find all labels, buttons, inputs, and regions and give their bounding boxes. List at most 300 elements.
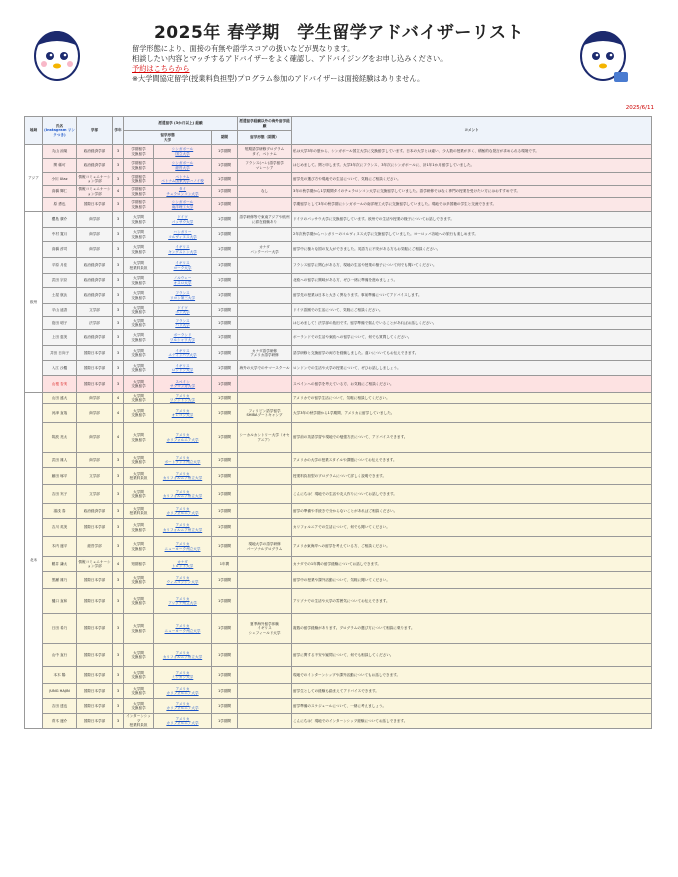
advisor-name-link[interactable]: 井田 日向子 [43,346,77,361]
period-cell: 1学期間 [212,699,238,714]
period-cell: 1学期間 [212,361,238,376]
faculty-cell: 国際日本学部 [77,667,113,684]
other-experience-cell [238,317,292,330]
university-link[interactable]: シンガポール 経営大学 [154,159,212,173]
comment-cell: カリフォルニアでの生活について、何でも聞いてください。 [292,519,652,537]
period-cell: 1学期間 [212,317,238,330]
university-link[interactable]: アメリカ カリフォルニア州立大学 [154,519,212,537]
university-link[interactable]: ベトナム ベトナム国家大学ハノイ校 [154,173,212,186]
comment-cell: ドイツのパッサウ大学に交換留学しています。欧州での生活や授業の様子についてお話しできます。 [292,212,652,228]
advisor-name-link[interactable]: 中村 寛月 [43,228,77,242]
period-cell: 1学期間 [212,173,238,186]
advisor-name-link[interactable]: 高橋 淳司 [43,242,77,258]
faculty-cell: 国際日本学部 [77,614,113,644]
faculty-cell: 国際日本学部 [77,198,113,212]
col-comment: コメント [292,117,652,145]
faculty-cell: 国際日本学部 [77,684,113,699]
table-row [25,317,652,330]
university-link[interactable]: アメリカ ニューヨーク州立大学 [154,537,212,557]
region-cell: アジア [25,145,43,212]
faculty-cell: 商学部 [77,228,113,242]
period-cell: 1学期間 [212,346,238,361]
comment-cell: ドイツ語圏での生活について、気軽にご相談ください。 [292,304,652,317]
other-experience-cell [238,572,292,589]
advisor-name-link[interactable]: 平原 月佳 [43,258,77,274]
table-row [25,699,652,714]
period-cell: 1学期間 [212,504,238,519]
advisor-name-link[interactable]: 山根 杏実 [43,376,77,393]
study-type-cell: 大学間 交換留学 [124,684,154,699]
university-link[interactable]: アメリカ ミシガン大学 [154,667,212,684]
advisor-name-link[interactable]: 黒瀬 雄乃 [43,572,77,589]
faculty-cell: 政治経済学部 [77,330,113,346]
study-type-cell: 大学間 授業料負担 [124,468,154,485]
table-row [25,468,652,485]
period-cell: 1学期間 [212,288,238,304]
study-type-cell: 大学間 交換留学 [124,453,154,468]
advisor-name-link[interactable]: 山田 盛大 [43,393,77,404]
university-link[interactable]: アメリカ アリゾナ州立大学 [154,589,212,614]
faculty-cell: 政治経済学部 [77,145,113,159]
university-link[interactable]: アメリカ ポートランド州立大学 [154,453,212,468]
study-type-cell: 大学間 交換留学 [124,212,154,228]
year-cell: 3 [113,274,124,288]
table-row [25,330,652,346]
table-row [25,274,652,288]
university-link[interactable]: アメリカ オレゴン大学 [154,404,212,423]
other-experience-cell [238,288,292,304]
period-cell: 1学期間 [212,404,238,423]
faculty-cell: 国際日本学部 [77,361,113,376]
faculty-cell: 国際日本学部 [77,346,113,361]
university-link[interactable]: アメリカ カリフォルニア大学 [154,714,212,729]
table-row [25,393,652,404]
advisor-name-link[interactable]: 本木 陽 [43,667,77,684]
university-link[interactable]: ドイツ パッサウ大学 [154,212,212,228]
period-cell: 1学期間 [212,468,238,485]
period-cell: 1学期間 [212,376,238,393]
table-row [25,684,652,699]
table-row [25,614,652,644]
university-link[interactable]: ノルウェー オスロ大学 [154,274,212,288]
period-cell: 1学期間 [212,714,238,729]
table-row [25,212,652,228]
advisor-name-link[interactable]: 鶴井 謙太 [43,557,77,572]
page-title: 2025年 春学期 学生留学アドバイザーリスト [153,23,525,43]
table-row [25,159,652,173]
comment-cell: アメリカ東海岸への留学を考えている方、ご相談ください。 [292,537,652,557]
study-type-cell: 大学間 授業料負担 [124,258,154,274]
col-other-group: 派遣留学経験以外の海外留学経験 [238,117,292,131]
comment-cell: 北欧への留学に興味がある方、ぜひ一緒に準備を進めましょう。 [292,274,652,288]
study-type-cell: 大学間 交換留学 [124,614,154,644]
other-experience-cell [238,393,292,404]
other-experience-cell [238,644,292,667]
advisor-name-link[interactable]: 入江 沙羅 [43,361,77,376]
intro-line-1: 留学形態により、面接の有無や語学スコアの扱いなどが異なります。 [132,44,355,53]
table-row [25,504,652,519]
year-cell: 3 [113,198,124,212]
advisor-name-link[interactable]: 樋口 直和 [43,589,77,614]
other-experience-cell [238,485,292,504]
comment-cell: アリゾナでの生活や大学の雰囲気についてお伝えできます。 [292,589,652,614]
university-link[interactable]: イギリス キングストン大学 [154,242,212,258]
apply-link[interactable]: 予約はこちらから [132,64,190,73]
other-experience-cell: 海外の大学でのサマースクール [238,361,292,376]
other-experience-cell [238,667,292,684]
advisor-name-link[interactable]: 吉田 実子 [43,485,77,504]
faculty-cell: 国際日本学部 [77,699,113,714]
comment-cell: 留学生としての経験も踏まえてアドバイスできます。 [292,684,652,699]
table-row [25,557,652,572]
faculty-cell: 商学部 [77,212,113,228]
faculty-cell: 経営学部 [77,537,113,557]
table-row [25,228,652,242]
year-cell: 3 [113,468,124,485]
year-cell: 3 [113,145,124,159]
faculty-cell: 国際日本学部 [77,572,113,589]
university-link[interactable]: アメリカ ワシントン大学 [154,393,212,404]
table-row [25,186,652,198]
program-note: ※大学間協定留学(授業料負担型)プログラム参加のアドバイザーは面接経験はありません。 [132,74,425,83]
faculty-cell: 国際日本学部 [77,589,113,614]
advisor-name-link[interactable]: JUNG HAJIN [43,684,77,699]
year-cell: 3 [113,667,124,684]
table-row [25,198,652,212]
advisor-name-link[interactable]: 関 稀可 [43,159,77,173]
document-header [14,10,664,115]
university-link[interactable]: アメリカ カリフォルニア大学 [154,699,212,714]
year-cell: 3 [113,346,124,361]
study-type-cell: 学期留学 交換留学 [124,186,154,198]
advisor-name-link[interactable]: 武田 雄人 [43,453,77,468]
comment-cell: 語学研修と交換留学の両方を経験しました。違いについてもお伝えできます。 [292,346,652,361]
advisor-name-link[interactable]: 櫻島 廣介 [43,212,77,228]
period-cell: 1学期間 [212,145,238,159]
university-link[interactable]: アメリカ カリフォルニア大学 [154,684,212,699]
advisor-table [24,116,652,729]
faculty-cell: 商学部 [77,404,113,423]
comment-cell: 複数の留学経験があります。プログラムの選び方について相談に乗ります。 [292,614,652,644]
faculty-cell: 法学部 [77,317,113,330]
comment-cell: はじめまして。関と申します。大学3年次にフランス、3年次にシンガポールに、計1年1か月留学していました。 [292,159,652,173]
table-row [25,589,652,614]
study-type-cell: 大学間 交換留学 [124,667,154,684]
study-type-cell: 大学間 交換留学 [124,330,154,346]
university-link[interactable]: アメリカ カリフォルニア州立大学 [154,644,212,667]
table-row [25,714,652,729]
other-experience-cell [238,198,292,212]
table-row [25,572,652,589]
university-link[interactable]: イギリス ヨーク大学 [154,258,212,274]
mascot-right-icon [574,16,632,86]
year-cell: 3 [113,537,124,557]
faculty-cell: 国際日本学部 [77,376,113,393]
table-row [25,258,652,274]
intro-line-2: 相談したい内容とマッチするアドバイザーをよく確認し、アドバイジングをお申し込みください。 [132,54,448,63]
table-row [25,453,652,468]
document-page [14,10,664,870]
year-cell: 3 [113,212,124,228]
table-row [25,404,652,423]
comment-cell: アメリカでの留学生活について、気軽に相談してください。 [292,393,652,404]
period-cell: 1学期間 [212,228,238,242]
study-type-cell: 学期留学 交換留学 [124,145,154,159]
university-link[interactable]: ポーランド ワルシャワ大学 [154,330,212,346]
advisor-name-link[interactable]: 原 勇也 [43,198,77,212]
university-link[interactable]: ハンガリー コルヴィヌス大学 [154,228,212,242]
study-type-cell: 学期留学 交換留学 [124,198,154,212]
year-cell: 3 [113,589,124,614]
advisor-name-link[interactable]: 武田 宗臣 [43,274,77,288]
year-cell: 3 [113,288,124,304]
faculty-cell: 政治経済学部 [77,274,113,288]
table-row [25,145,652,159]
comment-cell: フランス留学に関心がある方、現地の生活や授業の様子について何でも聞いてください。 [292,258,652,274]
comment-cell: 現地でのインターンシップや課外活動についてもお話しできます。 [292,667,652,684]
faculty-cell: 商学部 [77,242,113,258]
advisor-name-link[interactable]: 木内 遼平 [43,537,77,557]
other-experience-cell: 短期語学研修プログラム タイ、ベトナム [238,145,292,159]
year-cell: 4 [113,404,124,423]
table-row [25,644,652,667]
study-type-cell: 大学間 交換留学 [124,572,154,589]
comment-cell: カナダでの1年間の留学経験についてお話しできます。 [292,557,652,572]
faculty-cell: 政治経済学部 [77,258,113,274]
university-link[interactable]: イギリス エディンバラ大学 [154,346,212,361]
university-link[interactable]: シンガポール 南洋理工大学 [154,198,212,212]
university-link[interactable]: タイ チュラロンコン大学 [154,186,212,198]
faculty-cell: 国際日本学部 [77,519,113,537]
comment-cell: ポーランドでの生活や東欧への留学について、何でも質問してください。 [292,330,652,346]
comment-cell: こんにちは！現地でのインターンシップ経験についてお話しできます。 [292,714,652,729]
university-link[interactable]: スペイン サラマンカ大学 [154,376,212,393]
other-experience-cell [238,376,292,393]
other-experience-cell: 語学研修等で東南アジアや欧州に滞在経験あり [238,212,292,228]
period-cell: 1学期間 [212,537,238,557]
comment-cell: ロンドンでの生活や大学の授業について、ぜひお話ししましょう。 [292,361,652,376]
year-cell: 3 [113,173,124,186]
study-type-cell: 大学間 授業料負担 [124,504,154,519]
advisor-name-link[interactable]: 島田 明子 [43,317,77,330]
col-other: 留学形態（期間） [238,131,292,145]
faculty-cell: 政治経済学部 [77,288,113,304]
year-cell: 4 [113,557,124,572]
university-link[interactable]: アメリカ カリフォルニア州立大学 [154,468,212,485]
comment-cell: 留学中に様々な国の友人ができました。英語力に不安がある方もお気軽にご相談ください。 [292,242,652,258]
advisor-name-link[interactable]: 筑波 亮太 [43,423,77,453]
advisor-table-body [25,145,652,729]
table-row [25,242,652,258]
other-experience-cell [238,519,292,537]
advisor-name-link[interactable]: 土屋 航汰 [43,288,77,304]
period-cell: 1学期間 [212,572,238,589]
year-cell: 3 [113,714,124,729]
other-experience-cell [238,173,292,186]
comment-cell: 留学準備のスケジュールについて、一緒に考えましょう。 [292,699,652,714]
university-link[interactable]: アメリカ カリフォルニア大学 [154,423,212,453]
year-cell: 4 [113,423,124,453]
period-cell: 1学期間 [212,644,238,667]
university-link[interactable]: アメリカ カリフォルニア州立大学 [154,485,212,504]
col-name: 氏名 (Instagram リンクつき) [43,117,77,145]
year-cell: 3 [113,317,124,330]
faculty-cell: 国際日本学部 [77,644,113,667]
study-type-cell: 大学間 交換留学 [124,304,154,317]
comment-cell: 2年次秋学期からハンガリーのコルヴィヌス大学に交換留学していました。ヨーロッパ各地への旅行も楽しめます。 [292,228,652,242]
col-type-university: 留学形態 大学 [124,131,212,145]
faculty-cell: 政治経済学部 [77,504,113,519]
period-cell: 1学期間 [212,614,238,644]
period-cell: 1学期間 [212,274,238,288]
year-cell: 3 [113,485,124,504]
comment-cell: 私は大学3年の夏から、シンガポール国立大学に交換留学しています。日本の大学とは違い、少人数の授業が多く、積極的な発言が求められる環境です。 [292,145,652,159]
other-experience-cell [238,684,292,699]
study-type-cell: 大学間 交換留学 [124,317,154,330]
other-experience-cell: フランス(ハレ)語学留学 マレーシア [238,159,292,173]
comment-cell: スペインへの留学を考えている方、お気軽にご相談ください。 [292,376,652,393]
university-link[interactable]: フランス パリ大学 [154,317,212,330]
year-cell: 3 [113,304,124,317]
advisor-name-link[interactable]: 藤田 琢平 [43,468,77,485]
faculty-cell: 情報コミュニケーション学部 [77,173,113,186]
other-experience-cell: シーカルカントリー大学（オセアニア） [238,423,292,453]
study-type-cell: 大学間 交換留学 [124,699,154,714]
table-row [25,376,652,393]
other-experience-cell [238,504,292,519]
period-cell: 1学期間 [212,453,238,468]
advisor-name-link[interactable]: 高橋 輝仁 [43,186,77,198]
advisor-name-link[interactable]: 湯浅 春 [43,504,77,519]
advisor-name-link[interactable]: 日田 希乃 [43,614,77,644]
table-row [25,288,652,304]
faculty-cell: 国際日本学部 [77,714,113,729]
col-faculty: 学部 [77,117,113,145]
study-type-cell: 大学間 交換留学 [124,376,154,393]
faculty-cell: 商学部 [77,393,113,404]
study-type-cell: 大学間 交換留学 [124,644,154,667]
comment-cell: こんにちは！現地での生活や友人作りについてお話しできます。 [292,485,652,504]
advisor-name-link[interactable]: 丸山 涼葉 [43,145,77,159]
period-cell: 1学期間 [212,519,238,537]
year-cell: 4 [113,393,124,404]
table-row [25,667,652,684]
comment-cell: 留学の準備や手続きで分からないことがあればご相談ください。 [292,504,652,519]
year-cell: 3 [113,159,124,173]
other-experience-cell [238,557,292,572]
region-cell: 欧州 [25,212,43,393]
university-link[interactable]: カナダ トロント大学 [154,557,212,572]
document-date: 2025/6/11 [625,105,654,111]
period-cell: 1学期間 [212,159,238,173]
study-type-cell: 大学間 交換留学 [124,361,154,376]
year-cell: 3 [113,376,124,393]
other-experience-cell: カナダ語学研修 アメリカ語学研修 [238,346,292,361]
table-row [25,537,652,557]
period-cell: 1学期間 [212,667,238,684]
study-type-cell: 大学間 交換留学 [124,537,154,557]
university-link[interactable]: ドイツ ボン大学 [154,304,212,317]
other-experience-cell [238,699,292,714]
other-experience-cell: なし [238,186,292,198]
year-cell: 3 [113,699,124,714]
year-cell: 3 [113,361,124,376]
region-cell: 北米 [25,393,43,729]
period-cell: 1学期間 [212,393,238,404]
advisor-name-link[interactable]: 吉川 英美 [43,519,77,537]
comment-cell: 留学先の選び方や現地での生活について、気軽にご相談ください。 [292,173,652,186]
study-type-cell: 大学間 交換留学 [124,346,154,361]
study-type-cell: 学期留学 交換留学 [124,159,154,173]
comment-cell: 授業料負担型のプログラムについて詳しく説明できます。 [292,468,652,485]
year-cell: 3 [113,572,124,589]
study-type-cell: 短期留学 [124,557,154,572]
study-type-cell: 大学間 交換留学 [124,485,154,504]
study-type-cell: インターンシップ 授業料負担 [124,714,154,729]
table-row [25,485,652,504]
period-cell: 1学期間 [212,423,238,453]
table-row [25,423,652,453]
advisor-name-link[interactable]: 上田 恵美 [43,330,77,346]
university-link[interactable]: アメリカ ニューヨーク州立大学 [154,614,212,644]
comment-cell: 大学3年の秋学期から1学期間、アメリカに留学していました。 [292,404,652,423]
table-row [25,519,652,537]
other-experience-cell [238,228,292,242]
comment-cell: 留学前の英語学習や現地での勉強方法について、アドバイスできます。 [292,423,652,453]
year-cell: 3 [113,228,124,242]
advisor-name-link[interactable]: 青木 遼介 [43,714,77,729]
period-cell: 1学期間 [212,242,238,258]
faculty-cell: 文学部 [77,468,113,485]
university-link[interactable]: イギリス ロンドン大学 [154,361,212,376]
year-cell: 3 [113,258,124,274]
university-link[interactable]: フランス リヨン第三大学 [154,288,212,304]
period-cell: 1学期間 [212,186,238,198]
other-experience-cell [238,589,292,614]
period-cell: 1学期間 [212,198,238,212]
study-type-cell: 大学間 交換留学 [124,519,154,537]
advisor-name-link[interactable]: 平山 遥香 [43,304,77,317]
col-region: 地域 [25,117,43,145]
advisor-name-link[interactable]: 吉田 達也 [43,699,77,714]
advisor-name-link[interactable]: 小川 Ulaz [43,173,77,186]
advisor-name-link[interactable]: 河津 直哉 [43,404,77,423]
advisor-name-link[interactable]: 山中 直行 [43,644,77,667]
other-experience-cell [238,468,292,485]
university-link[interactable]: シンガポール 国立大学 [154,145,212,159]
university-link[interactable]: アメリカ カリフォルニア大学 [154,504,212,519]
other-experience-cell: 現地大学の語学研修 パーソナルプログラム [238,537,292,557]
year-cell: 3 [113,453,124,468]
col-period: 期間 [212,131,238,145]
other-experience-cell: 夏季海外留学体験 イギリス シェフィールド大学 [238,614,292,644]
comment-cell: アメリカの大学の授業スタイルや課題についてお伝えできます。 [292,453,652,468]
year-cell: 3 [113,684,124,699]
faculty-cell: 情報コミュニケーション学部 [77,557,113,572]
year-cell: 3 [113,644,124,667]
study-type-cell: 学期留学 交換留学 [124,173,154,186]
period-cell: 1学期間 [212,684,238,699]
university-link[interactable]: アメリカ ウィスコンシン大学 [154,572,212,589]
comment-cell: 留学中の授業や課外活動について、気軽に聞いてください。 [292,572,652,589]
study-type-cell: 大学間 交換留学 [124,228,154,242]
faculty-cell: 文学部 [77,304,113,317]
period-cell: 1学期間 [212,330,238,346]
other-experience-cell [238,274,292,288]
year-cell: 3 [113,614,124,644]
other-experience-cell [238,330,292,346]
other-experience-cell: フィリピン語学留学 SHIBAブートキャンプ [238,404,292,423]
